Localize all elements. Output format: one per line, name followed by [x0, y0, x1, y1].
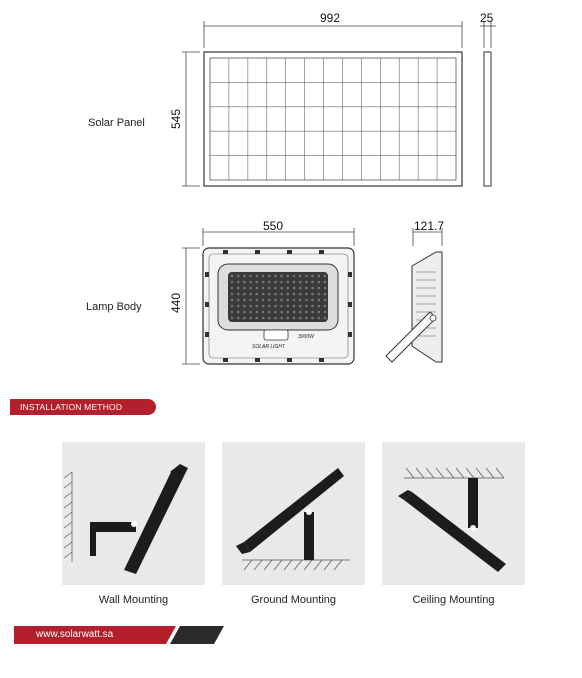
lamp-brand-text: SOLAR LIGHT [252, 344, 286, 350]
lamp-width-dimension: 550 [263, 219, 284, 233]
ground-mounting-image [222, 442, 365, 585]
ceiling-mounting-image [382, 442, 525, 585]
ground-mounting-caption: Ground Mounting [251, 594, 336, 606]
wall-mounting-caption: Wall Mounting [98, 594, 169, 606]
panel-width-dimension: 992 [320, 11, 341, 25]
lamp-depth-dimension: 121.7 [414, 219, 445, 233]
panel-depth-dimension: 25 [480, 11, 494, 25]
lamp-body-drawing [180, 222, 460, 372]
ceiling-mounting-caption: Ceiling Mounting [412, 594, 495, 606]
panel-height-dimension: 545 [169, 108, 184, 130]
lamp-body-label: Lamp Body [86, 301, 142, 313]
lamp-height-dimension: 440 [169, 292, 184, 314]
lamp-power-text: 3000W [298, 334, 314, 340]
wall-mounting-image [62, 442, 205, 585]
solar-panel-drawing [180, 8, 510, 193]
footer-website-link[interactable]: www.solarwatt.sa [36, 629, 114, 640]
solar-panel-label: Solar Panel [88, 117, 145, 129]
installation-header: INSTALLATION METHOD [10, 399, 156, 415]
